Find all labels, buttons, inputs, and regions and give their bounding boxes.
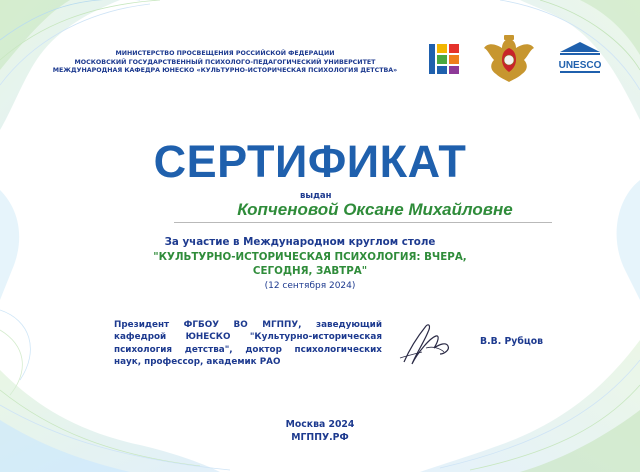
- recipient-name: Копченовой Оксане Михайловне: [237, 200, 513, 219]
- unesco-logo-icon: [556, 40, 604, 78]
- website: МГППУ.РФ: [291, 432, 349, 443]
- unesco-chair-name: МЕЖДУНАРОДНАЯ КАФЕДРА ЮНЕСКО «КУЛЬТУРНО-ИСТОРИЧЕСКАЯ ПСИХОЛОГИЯ ДЕТСТВА»: [52, 67, 398, 75]
- unesco-logo-text: UNESCO: [558, 60, 602, 71]
- double-headed-eagle-emblem-icon: [482, 34, 536, 84]
- event-title-line1: "КУЛЬТУРНО-ИСТОРИЧЕСКАЯ ПСИХОЛОГИЯ: ВЧЕРА,: [153, 251, 467, 263]
- signatory-name: В.В. Рубцов: [480, 336, 543, 347]
- issued-label: выдан: [300, 191, 332, 201]
- signatory-position: Президент ФГБОУ ВО МГППУ, заведующий кафедрой ЮНЕСКО "Культурно-историческая психология детства", доктор психологических наук, профессор, академик РАО: [114, 320, 382, 368]
- university-name: МОСКОВСКИЙ ГОСУДАРСТВЕННЫЙ ПСИХОЛОГО-ПЕДАГОГИЧЕСКИЙ УНИВЕРСИТЕТ: [74, 58, 376, 66]
- event-title-line2: СЕГОДНЯ, ЗАВТРА": [252, 264, 368, 277]
- signature-icon: [396, 318, 466, 370]
- ministry-name: МИНИСТЕРСТВО ПРОСВЕЩЕНИЯ РОССИЙСКОЙ ФЕДЕРАЦИИ: [115, 50, 335, 57]
- certificate-title: СЕРТИФИКАТ: [153, 136, 467, 187]
- city-year: Москва 2024: [285, 419, 355, 430]
- university-logo-icon: [424, 42, 464, 78]
- issuing-organizations: [30, 50, 420, 76]
- recipient-underline: [174, 222, 552, 223]
- event-title: [130, 251, 490, 278]
- event-date: (12 сентября 2024): [264, 281, 356, 291]
- participation-text: За участие в Международном круглом столе: [164, 236, 436, 248]
